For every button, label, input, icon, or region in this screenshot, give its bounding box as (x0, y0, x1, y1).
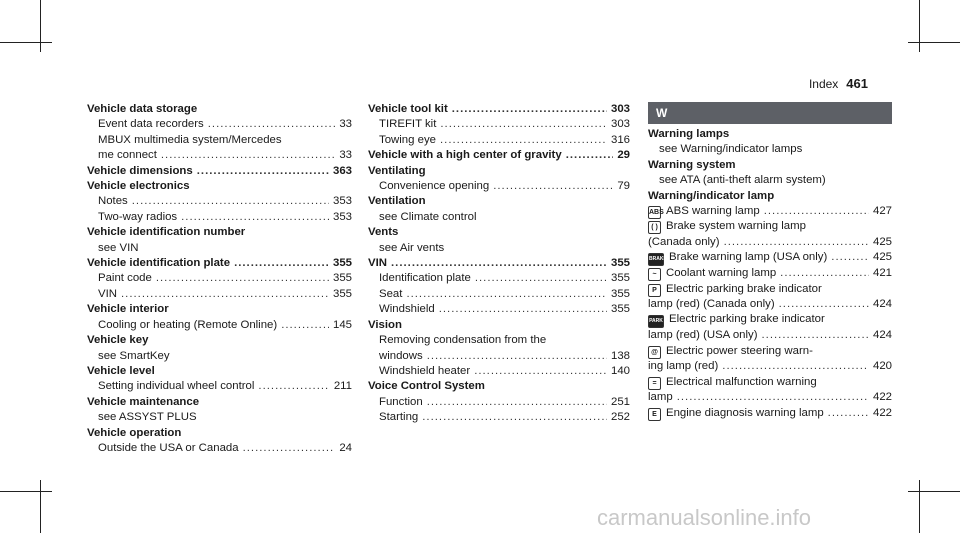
index-entry (87, 441, 352, 456)
entry-text: Event data recorders (98, 118, 204, 131)
entry-text: Vehicle identification plate (87, 257, 231, 270)
entry-text: lamp (red) (Canada only) (648, 298, 775, 311)
entry-text: Function (379, 395, 423, 408)
index-entry (648, 375, 892, 390)
entry-text: Vehicle tool kit (368, 103, 448, 115)
index-heading (368, 148, 630, 163)
dot-leader (566, 148, 614, 163)
entry-text: Identification plate (379, 272, 471, 285)
index-heading (87, 102, 352, 117)
dot-leader (161, 148, 335, 163)
entry-text: windows (379, 349, 423, 362)
index-entry (648, 297, 892, 312)
index-heading (648, 127, 892, 142)
entry-text: Vehicle operation (87, 426, 182, 439)
index-entry (368, 133, 630, 148)
index-heading (87, 256, 352, 271)
entry-text: Warning/indicator lamp (648, 189, 775, 202)
index-entry (648, 328, 892, 343)
index-heading (648, 158, 892, 173)
index-heading (87, 426, 352, 441)
index-entry (648, 173, 892, 188)
page-ref: 355 (610, 257, 630, 270)
entry-text: Cooling or heating (Remote Online) (98, 318, 278, 331)
index-heading (87, 302, 352, 317)
entry-text: Vision (368, 318, 402, 331)
entry-text: Vehicle dimensions (87, 164, 193, 177)
index-heading (87, 333, 352, 348)
dot-leader (406, 287, 607, 302)
index-entry (368, 117, 630, 132)
dot-leader (724, 235, 869, 250)
index-entry (87, 410, 352, 425)
index-heading (368, 379, 630, 394)
entry-text: Two-way radios (98, 210, 178, 223)
entry-text: Towing eye (379, 133, 436, 146)
entry-text: TIREFIT kit (379, 118, 437, 131)
entry-text: lamp (648, 391, 673, 404)
dot-leader (243, 441, 336, 456)
index-entry (87, 271, 352, 286)
index-entry (648, 406, 892, 421)
page-ref: 251 (610, 395, 630, 408)
dot-leader (779, 297, 869, 312)
index-heading (368, 225, 630, 240)
dot-leader (197, 164, 329, 179)
page-ref: 355 (332, 257, 352, 270)
watermark: carmanualsonline.info (597, 505, 812, 530)
page-ref: 355 (610, 303, 630, 316)
page-ref: 420 (872, 360, 892, 373)
entry-text: Paint code (98, 272, 152, 285)
page-ref: 422 (872, 406, 892, 419)
abs-icon: ABS (648, 206, 661, 219)
index-heading (87, 395, 352, 410)
entry-text: see ATA (anti-theft alarm system) (659, 174, 826, 187)
dot-leader (764, 204, 869, 219)
index-entry (648, 344, 892, 359)
dot-leader (208, 117, 336, 132)
entry-text: Electric parking brake indicator (666, 282, 822, 295)
index-entry (648, 312, 892, 328)
entry-text: Convenience opening (379, 180, 490, 193)
brake-text-icon: BRAKE (648, 253, 664, 266)
index-entry (87, 318, 352, 333)
page-ref: 316 (610, 133, 630, 146)
index-entry (368, 210, 630, 225)
index-entry (87, 287, 352, 302)
entry-text: Brake system warning lamp (666, 220, 806, 233)
dot-leader (234, 256, 329, 271)
dot-leader (722, 359, 869, 374)
index-entry (87, 117, 352, 132)
dot-leader (281, 318, 329, 333)
index-entry (648, 219, 892, 234)
dot-leader (181, 210, 329, 225)
page-ref: 425 (872, 251, 892, 264)
index-heading (87, 179, 352, 194)
battery-icon: = (648, 377, 661, 390)
crop-mark (908, 42, 960, 43)
steering-icon: @ (648, 346, 661, 359)
header-label: Index (808, 77, 839, 91)
index-heading (87, 225, 352, 240)
index-column-1 (87, 102, 352, 456)
entry-text: Windshield heater (379, 364, 471, 377)
page-ref: 79 (617, 180, 630, 193)
index-entry (87, 148, 352, 163)
entry-text: Electrical malfunction warning (666, 375, 817, 388)
dot-leader (440, 117, 607, 132)
entry-text: see Warning/indicator lamps (659, 143, 803, 156)
entry-text: Warning lamps (648, 128, 730, 140)
dot-leader (831, 250, 869, 265)
park-text-icon: PARK (648, 315, 664, 328)
entry-text: Voice Control System (368, 380, 485, 393)
index-heading (648, 189, 892, 204)
index-heading (368, 256, 630, 271)
index-heading (368, 194, 630, 209)
index-column-3 (648, 102, 892, 421)
page-ref: 422 (872, 391, 892, 404)
page-ref: 33 (339, 149, 352, 162)
index-entry (368, 395, 630, 410)
entry-text: ing lamp (red) (648, 360, 719, 373)
index-entry (368, 302, 630, 317)
page-ref: 355 (610, 272, 630, 285)
entry-text: see VIN (98, 241, 139, 254)
index-entry (368, 333, 630, 348)
page-ref: 353 (332, 195, 352, 208)
entry-text: me connect (98, 149, 157, 162)
entry-text: (Canada only) (648, 235, 720, 248)
entry-text: Coolant warning lamp (666, 267, 777, 280)
index-entry (87, 210, 352, 225)
crop-mark (919, 0, 920, 52)
dot-leader (452, 102, 607, 117)
entry-text: Notes (98, 195, 128, 208)
index-column-2 (368, 102, 630, 426)
index-entry (87, 241, 352, 256)
entry-text: Vehicle identification number (87, 226, 246, 239)
page-ref: 424 (872, 329, 892, 342)
index-entry (368, 241, 630, 256)
dot-leader (493, 179, 613, 194)
page-header (809, 76, 868, 91)
entry-text: lamp (red) (USA only) (648, 329, 758, 342)
index-heading (87, 164, 352, 179)
crop-mark (40, 480, 41, 533)
dot-leader (391, 256, 607, 271)
page-ref: 138 (610, 349, 630, 362)
entry-text: Vehicle key (87, 334, 149, 347)
index-entry (648, 390, 892, 405)
entry-text: Ventilation (368, 195, 426, 208)
index-entry (87, 379, 352, 394)
brake-system-icon: ( ) (648, 221, 661, 234)
index-entry (648, 266, 892, 281)
dot-leader (156, 271, 329, 286)
dot-leader (121, 287, 329, 302)
page-ref: 424 (872, 298, 892, 311)
index-heading (87, 364, 352, 379)
index-entry (648, 235, 892, 250)
crop-mark (908, 491, 960, 492)
index-heading (368, 164, 630, 179)
entry-text: Seat (379, 287, 403, 300)
page-ref: 33 (339, 118, 352, 131)
dot-leader (258, 379, 329, 394)
entry-text: Vents (368, 226, 399, 239)
entry-text: Starting (379, 411, 419, 424)
index-entry (648, 204, 892, 219)
section-letter: W (648, 102, 892, 124)
entry-text: Outside the USA or Canada (98, 441, 239, 454)
index-entry (368, 364, 630, 379)
crop-mark (40, 0, 41, 52)
page-ref: 425 (872, 235, 892, 248)
entry-text: Vehicle interior (87, 303, 169, 316)
entry-text: Vehicle level (87, 364, 155, 377)
dot-leader (132, 194, 329, 209)
page-ref: 145 (332, 318, 352, 331)
entry-text: Ventilating (368, 164, 426, 177)
dot-leader (427, 349, 607, 364)
index-heading (368, 102, 630, 117)
engine-icon: E (648, 408, 661, 421)
page-ref: 252 (610, 411, 630, 424)
index-entry (368, 349, 630, 364)
index-heading (368, 318, 630, 333)
entry-text: Vehicle data storage (87, 103, 198, 115)
page-ref: 355 (332, 287, 352, 300)
entry-text: VIN (368, 257, 387, 270)
index-entry (368, 410, 630, 425)
page-number: 461 (846, 76, 868, 91)
entry-text: Engine diagnosis warning lamp (666, 406, 824, 419)
dot-leader (427, 395, 607, 410)
page-ref: 353 (332, 210, 352, 223)
page-ref: 140 (610, 364, 630, 377)
page-ref: 303 (610, 118, 630, 131)
entry-text: Setting individual wheel control (98, 380, 255, 393)
entry-text: see ASSYST PLUS (98, 411, 197, 424)
crop-mark (919, 480, 920, 533)
dot-leader (440, 133, 607, 148)
entry-text: see Climate control (379, 210, 477, 223)
entry-text: Removing condensation from the (379, 334, 547, 347)
index-entry (368, 271, 630, 286)
page-ref: 355 (610, 287, 630, 300)
dot-leader (474, 364, 607, 379)
index-entry (648, 282, 892, 297)
index-entry (87, 349, 352, 364)
dot-leader (439, 302, 607, 317)
page-ref: 24 (339, 441, 352, 454)
index-entry (87, 133, 352, 148)
crop-mark (0, 42, 52, 43)
entry-text: Warning system (648, 158, 736, 171)
coolant-icon: ~ (648, 268, 661, 281)
page-ref: 355 (332, 272, 352, 285)
entry-text: Vehicle electronics (87, 180, 190, 193)
entry-text: Electric parking brake indicator (669, 313, 825, 326)
page-ref: 421 (872, 267, 892, 280)
entry-text: Electric power steering warn- (666, 344, 813, 357)
entry-text: Brake warning lamp (USA only) (669, 251, 828, 264)
entry-text: VIN (98, 287, 117, 300)
entry-text: Vehicle with a high center of gravity (368, 149, 562, 162)
entry-text: Windshield (379, 303, 435, 316)
index-entry (648, 250, 892, 266)
dot-leader (422, 410, 607, 425)
page-ref: 363 (332, 164, 352, 177)
entry-text: MBUX multimedia system/Mercedes (98, 133, 282, 146)
dot-leader (780, 266, 869, 281)
dot-leader (828, 406, 869, 421)
dot-leader (762, 328, 869, 343)
dot-leader (677, 390, 869, 405)
index-entry (368, 179, 630, 194)
page-ref: 427 (872, 205, 892, 218)
entry-text: see SmartKey (98, 349, 170, 362)
index-entry (87, 194, 352, 209)
entry-text: ABS warning lamp (666, 205, 760, 218)
crop-mark (0, 491, 52, 492)
parking-brake-icon: P (648, 284, 661, 297)
index-entry (648, 142, 892, 157)
index-entry (648, 359, 892, 374)
index-entry (368, 287, 630, 302)
page-ref: 303 (610, 103, 630, 115)
entry-text: see Air vents (379, 241, 445, 254)
entry-text: Vehicle maintenance (87, 395, 200, 408)
page-ref: 29 (617, 149, 630, 162)
dot-leader (475, 271, 607, 286)
page-ref: 211 (333, 380, 352, 393)
